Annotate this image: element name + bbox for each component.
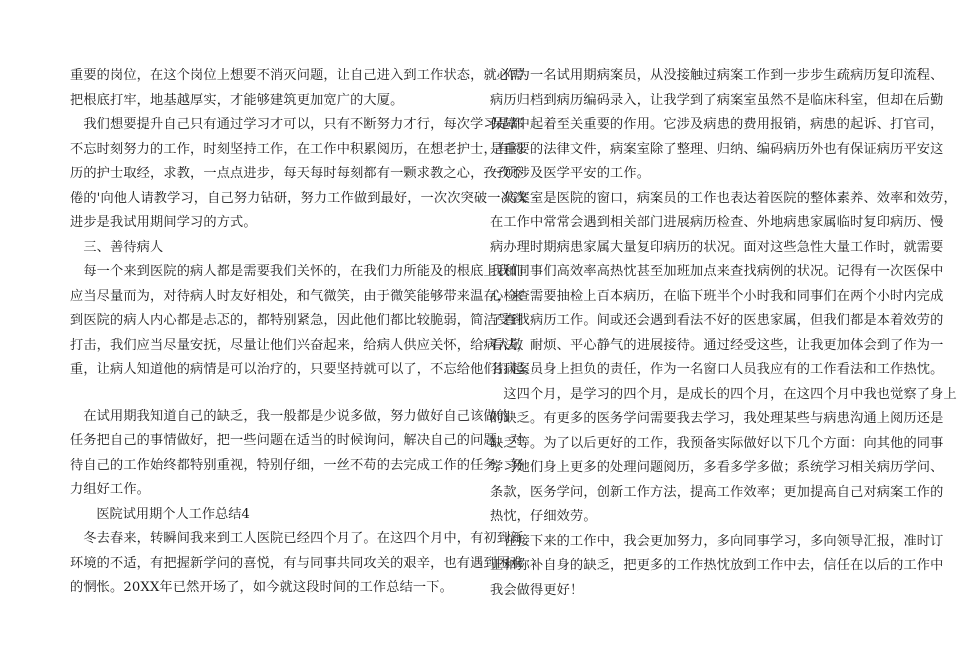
text-line: 任务把自己的事情做好，把一些问题在适当的时候询问，解决自己的问题，对	[70, 433, 524, 448]
text-line: 我会做得更好！	[490, 582, 584, 598]
section-title: 医院试用期个人工作总结4	[70, 506, 250, 522]
text-line: 在接下来的工作中，我会更加努力，多向同事学习，多向领导汇报，准时订	[490, 533, 944, 549]
text-line: 心检查需要抽检上百本病历，在临下班半个小时我和同事们在两个小时内完成	[490, 288, 944, 304]
text-line: 我们想要提升自己只有通过学习才可以，只有不断努力才行，每次学习是都	[70, 117, 524, 132]
text-line: 力组好工作。	[70, 482, 151, 497]
text-line: 历的护士取经，求教，一点点进步，每天每时每刻都有一颗求教之心，孜孜不	[70, 166, 524, 181]
text-line: 每一个来到医院的病人都是需要我们关怀的，在我们力所能及的根底上我们	[70, 264, 524, 279]
text-line: 的缺乏。有更多的医务学问需要我去学习，我处理某些与病患沟通上阅历还是	[490, 411, 944, 426]
left-paragraphs-b	[70, 405, 524, 503]
text-line: 缺乏等。为了以后更好的工作，我预备实际做好以下几个方面：向其他的同事	[490, 435, 944, 451]
text-line: 学习她们身上更多的处理问题阅历，多看多学多做；系统学习相关病历学问、	[490, 460, 944, 475]
text-line: 作为一名试用期病案员，从没接触过病案工作到一步步生疏病历复印流程、	[490, 68, 944, 83]
text-line: 病办理时期病患家属大量复印病历的状况。面对这些急性大量工作时，就需要	[490, 239, 944, 255]
left-paragraphs-c	[70, 527, 524, 601]
text-line: 病案室是医院的窗口，病案员的工作也表达着医院的整体素养、效率和效劳，	[490, 190, 957, 206]
text-line: 热忱，仔细效劳。	[490, 509, 597, 524]
text-line: 应当尽量而为，对待病人时友好相处，和气微笑，由于微笑能够带来温存，来	[70, 288, 524, 304]
right-paragraphs	[490, 64, 957, 603]
left-paragraphs-a	[70, 64, 537, 383]
paragraph-gap	[70, 383, 458, 405]
text-line: 重，让病人知道他的病情是可以治疗的，只要坚持就可以了，不忘给他们打起。	[70, 362, 537, 377]
text-line: 的惘怅。20XX年已然开场了，如今就这段时间的工作总结一下。	[70, 580, 453, 595]
text-line: 病历归档到病历编码录入，让我学到了病案室虽然不是临床科室，但却在后勤	[490, 92, 944, 108]
text-line: 进步是我试用期间学习的方式。	[70, 215, 257, 230]
text-line: 待自己的工作始终都特别重视，特别仔细，一丝不苟的去完成工作的任务，努	[70, 457, 524, 473]
text-line: 重要的岗位，在这个岗位上想要不消灭问题，让自己进入到工作状态，就必需	[70, 68, 524, 83]
text-line: 冬去春来，转瞬间我来到工人医院已经四个月了。在这四个月中，有初到新	[70, 531, 524, 546]
text-line: 把根底打牢，地基越厚实，才能够建筑更加宽广的大厦。	[70, 92, 404, 108]
text-line: 打击，我们应当尽量安抚，尽量让他们兴奋起来，给病人供应关怀，给病人敬	[70, 337, 524, 353]
text-line: 在试用期我知道自己的缺乏，我一般都是少说多做，努力做好自己该做的	[70, 408, 511, 424]
text-line: 倦的'向他人请教学习，自己努力钻研，努力工作做到最好，一次次突破一次次	[70, 190, 528, 206]
text-line: 一项涉及医学平安的工作。	[490, 166, 651, 181]
text-line: 不忘时刻努力的工作，时刻坚持工作，在工作中积累阅历，在想老护士，有阅	[70, 141, 524, 157]
right-column	[490, 64, 957, 603]
text-line: 我和同事们高效率高热忱甚至加班加点来查找病例的状况。记得有一次医保中	[490, 264, 944, 279]
text-line: 正和弥补自身的缺乏，把更多的工作热忱放到工作中去，信任在以后的工作中	[490, 558, 944, 573]
text-line: 环境的不适，有把握新学问的喜悦，有与同事共同攻关的艰辛，也有遇到困难	[70, 555, 524, 571]
text-line: 到医院的病人内心都是忐忑的，都特别紧急，因此他们都比较脆弱，简洁受到	[70, 313, 524, 328]
text-line: 看法，耐烦、平心静气的进展接待。通过经受这些，让我更加体会到了作为一	[490, 337, 944, 353]
text-line: 是重要的法律文件，病案室除了整理、归纳、编码病历外也有保证病历平安这	[490, 141, 944, 157]
text-line: 保障中起着至关重要的作用。它涉及病患的费用报销，病患的起诉、打官司，	[490, 117, 944, 132]
text-line: 了查找病历工作。间或还会遇到看法不好的医患家属，但我们都是本着效劳的	[490, 313, 944, 328]
text-line: 条款，医务学问，创新工作方法，提高工作效率；更加提高自己对病案工作的	[490, 484, 944, 500]
text-line: 三、善待病人	[70, 239, 164, 255]
text-line: 这四个月，是学习的四个月，是成长的四个月，在这四个月中我也觉察了身上	[490, 386, 957, 402]
text-line: 在工作中常常会遇到相关部门进展病历检查、外地病患家属临时复印病历、慢	[490, 215, 944, 230]
text-line: 名病案员身上担负的责任，作为一名窗口人员我应有的工作看法和工作热忱。	[490, 362, 944, 377]
